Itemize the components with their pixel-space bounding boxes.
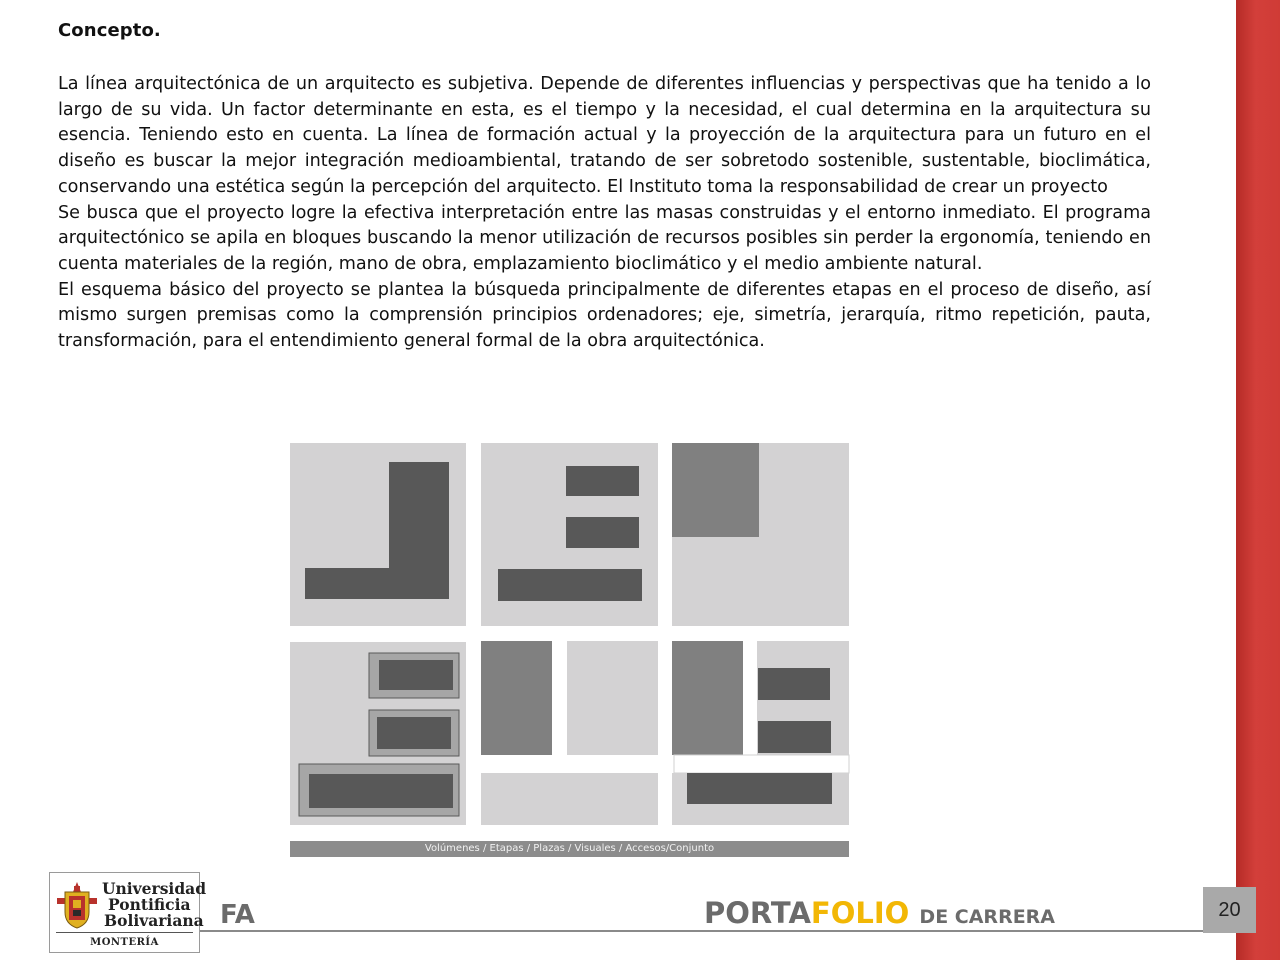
faculty-abbreviation: FA: [220, 900, 255, 930]
footer-divider: [200, 930, 1210, 932]
logo-line: Universidad: [102, 879, 207, 898]
paragraph: Se busca que el proyecto logre la efectiva interpretación entre las masas construidas y el entorno inmediato. El programa arquitectónico se apila en bloques buscando la menor utilización de recursos posibles sin perder la ergonomía, teniendo en cuenta materiales de la región, mano de obra, emplazamiento bioclimático y el medio ambiente natural.: [58, 202, 1151, 274]
logo-line: Pontificia: [108, 895, 191, 914]
section-heading: Concepto.: [58, 20, 161, 41]
side-color-band: [1236, 0, 1280, 960]
portfolio-title-part: PORTA: [704, 896, 811, 930]
logo-line: Bolivariana: [104, 911, 204, 930]
diagram-caption: Volúmenes / Etapas / Plazas / Visuales / Accesos/Conjunto: [290, 841, 849, 857]
logo-divider: [56, 932, 193, 933]
diagram-panel-accesses: [481, 641, 658, 825]
diagram-panel-volumes: [290, 443, 466, 626]
crest-icon: [53, 880, 101, 930]
portfolio-title: [704, 896, 1055, 930]
diagram-panel-plazas: [672, 443, 849, 626]
logo-city: MONTERÍA: [90, 937, 159, 948]
logo-wordmark: [102, 881, 206, 929]
body-text: [58, 72, 1151, 355]
page-number: 20: [1203, 887, 1256, 933]
paragraph: El esquema básico del proyecto se plantea la búsqueda principalmente de diferentes etapas en el proceso de diseño, así mismo surgen premisas como la comprensión principios ordenadores; eje, simetría, jerarquía, ritmo repetición, pauta, transformación, para el entendimiento general formal de la obra arquitectónica.: [58, 279, 1151, 352]
diagram-panel-visuals: [290, 642, 466, 825]
portfolio-title-accent: FOLIO: [810, 896, 910, 930]
paragraph: La línea arquitectónica de un arquitecto es subjetiva. Depende de diferentes influencias y perspectivas que ha tenido a lo largo de su vida. Un factor determinante en esta, es el tiempo y la necesidad, el cual determina en la arquitectura su esencia. Teniendo esto en cuenta. La línea de formación actual y la proyección de la arquitectura para un futuro en el diseño es buscar la mejor integración medioambiental, tratando de ser sobretodo sostenible, sustentable, bioclimática, conservando una estética según la percepción del arquitecto. El Instituto toma la responsabilidad de crear un proyecto: [58, 74, 1151, 197]
diagram-panel-stages: [481, 443, 658, 626]
concept-diagram: [289, 441, 850, 859]
university-logo: [49, 872, 207, 953]
diagram-panel-ensemble: [672, 641, 849, 825]
portfolio-title-suffix: DE CARRERA: [919, 906, 1056, 928]
